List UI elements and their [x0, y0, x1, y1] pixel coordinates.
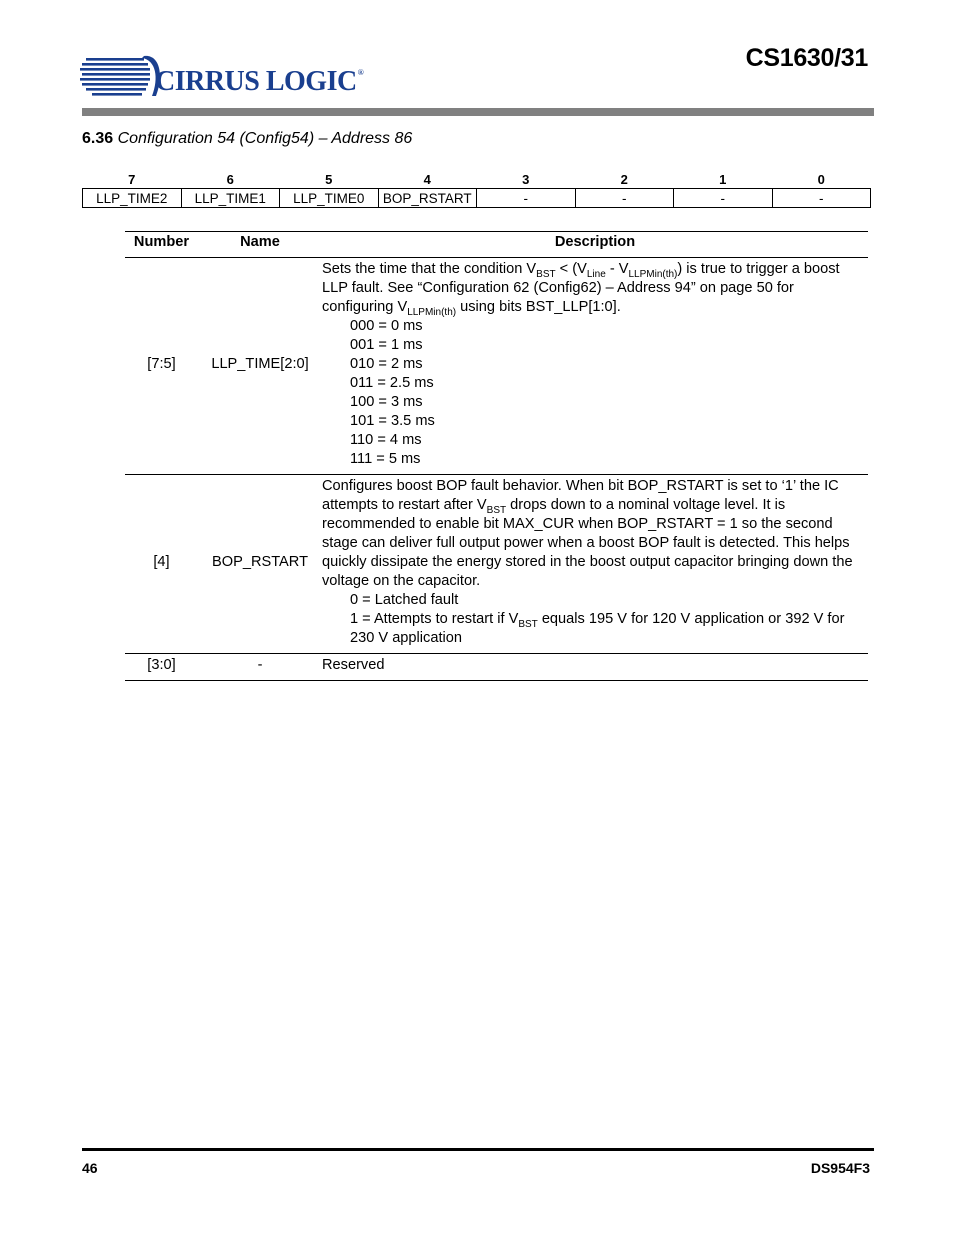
- bit-range: [4]: [125, 475, 198, 654]
- footer-rule: [82, 1148, 874, 1151]
- field-name: LLP_TIME[2:0]: [198, 258, 322, 475]
- field-description: [322, 475, 868, 654]
- bit-description-table: [125, 231, 868, 681]
- text: - V: [605, 261, 629, 277]
- bit-name: -: [772, 189, 871, 208]
- register-bit-table: [82, 171, 871, 208]
- text: Sets the time that the condition V: [322, 261, 537, 277]
- document-id: DS954F3: [810, 1160, 870, 1176]
- logo-text: CIRRUS LOGIC: [155, 66, 357, 97]
- bit-name: BOP_RSTART: [378, 189, 477, 208]
- bit-number: 5: [325, 172, 333, 187]
- encoding-value: 0 = Latched fault: [350, 592, 459, 608]
- text: equals 195 V for 120 V application or 392 V for 230 V application: [350, 611, 845, 646]
- field-description: Reserved: [322, 654, 868, 681]
- table-row: [125, 258, 868, 475]
- bit-name: LLP_TIME2: [83, 189, 182, 208]
- text: Configures boost BOP fault behavior. When bit BOP_RSTART is set to ‘1’ the IC attempts to restart after V: [322, 478, 839, 513]
- bit-name: -: [477, 189, 576, 208]
- section-heading: [82, 130, 412, 148]
- bit-number: 0: [817, 172, 825, 187]
- column-header-number: Number: [125, 232, 198, 258]
- subscript: BST: [518, 619, 538, 630]
- field-description: [322, 258, 868, 475]
- text: drops down to a nominal voltage level. It is recommended to enable bit MAX_CUR when BOP_RSTART = 1 so the second stage can deliver full output power when a boost BOP fault is detected. This helps quickly dissipate the energy stored in the boost output capacitor bringing down the voltage on the capacitor.: [322, 497, 853, 589]
- encoding-value: 111 = 5 ms: [350, 451, 421, 467]
- header-rule: [82, 108, 874, 116]
- field-name: -: [198, 654, 322, 681]
- encoding-value: 110 = 4 ms: [350, 432, 422, 448]
- bit-number-row: [83, 171, 871, 189]
- bit-range: [7:5]: [125, 258, 198, 475]
- subscript: BST: [486, 505, 507, 516]
- bit-name: -: [674, 189, 773, 208]
- registered-mark: ®: [357, 68, 364, 77]
- subscript: BST: [536, 269, 556, 280]
- section-number: 6.36: [82, 130, 114, 147]
- text: ) is true to trigger a boost LLP fault. See “Configuration 62 (Config62) – Address 94” on page 50 for configuring V: [322, 261, 840, 315]
- encoding-value: 011 = 2.5 ms: [350, 375, 434, 391]
- logo-wordmark: [155, 66, 363, 98]
- subscript: LLPMin(th): [628, 269, 678, 280]
- bit-number: 1: [719, 172, 727, 187]
- encoding-value: 010 = 2 ms: [350, 356, 423, 372]
- encoding-value: [322, 610, 862, 648]
- text: using bits BST_LLP[1:0].: [456, 299, 621, 315]
- text: < (V: [555, 261, 587, 277]
- text: 1 = Attempts to restart if V: [350, 611, 519, 627]
- bit-name: LLP_TIME1: [181, 189, 280, 208]
- table-header-row: [125, 232, 868, 258]
- description-paragraph: [322, 260, 862, 317]
- bit-number: 2: [620, 172, 628, 187]
- encoding-value: 001 = 1 ms: [350, 337, 423, 353]
- column-header-name: Name: [198, 232, 322, 258]
- subscript: LLPMin(th): [407, 307, 457, 318]
- column-header-description: Description: [322, 232, 868, 258]
- bit-number: 7: [128, 172, 136, 187]
- encoding-value: 100 = 3 ms: [350, 394, 423, 410]
- bit-name: -: [575, 189, 674, 208]
- bit-number: 6: [226, 172, 234, 187]
- encoding-value: 000 = 0 ms: [350, 318, 423, 334]
- bit-number: 3: [522, 172, 530, 187]
- bit-name-row: [83, 189, 871, 208]
- table-row: [125, 654, 868, 681]
- subscript: Line: [586, 269, 606, 280]
- encoding-value: 101 = 3.5 ms: [350, 413, 435, 429]
- page-number: 46: [82, 1160, 98, 1176]
- bit-range: [3:0]: [125, 654, 198, 681]
- product-title: CS1630/31: [745, 44, 868, 72]
- section-title: Configuration 54 (Config54) – Address 86: [117, 130, 413, 147]
- table-row: [125, 475, 868, 654]
- bit-name: LLP_TIME0: [280, 189, 379, 208]
- description-paragraph: [322, 477, 862, 591]
- field-name: BOP_RSTART: [198, 475, 322, 654]
- bit-number: 4: [423, 172, 431, 187]
